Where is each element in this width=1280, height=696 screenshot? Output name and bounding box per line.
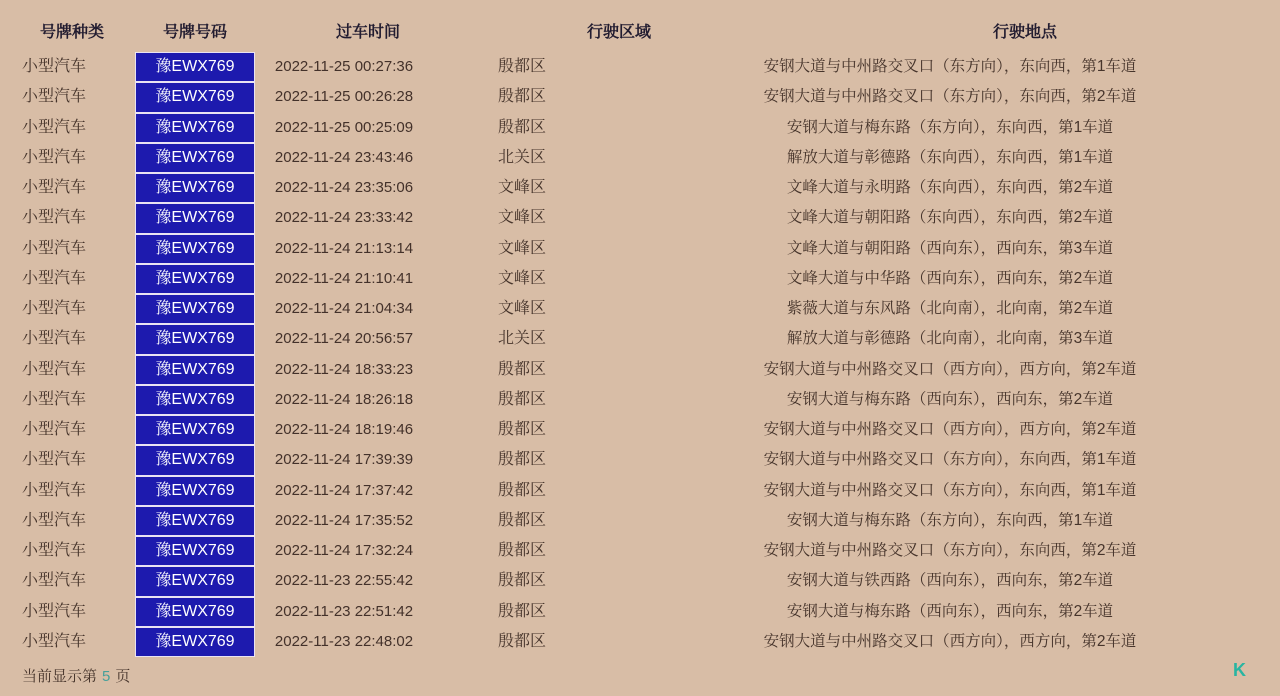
plate-type-cell: 小型汽车 xyxy=(22,511,87,529)
district-cell: 殷都区 xyxy=(497,390,546,408)
district-cell: 殷都区 xyxy=(497,360,546,378)
plate-type-cell: 小型汽车 xyxy=(22,179,87,196)
pass-time-cell: 2022-11-24 23:33:42 xyxy=(274,209,414,227)
location-cell: 解放大道与彰德路（北向南），北向南，第3车道 xyxy=(786,330,1114,348)
plate-type-cell: 小型汽车 xyxy=(22,572,87,590)
plate-number-badge: 豫EWX769 xyxy=(135,597,255,627)
pass-time-cell: 2022-11-24 23:35:06 xyxy=(274,179,414,196)
district-cell: 殷都区 xyxy=(497,421,546,438)
pass-time-cell: 2022-11-24 23:43:46 xyxy=(274,148,414,166)
plate-number-badge: 豫EWX769 xyxy=(135,203,255,233)
plate-number-badge: 豫EWX769 xyxy=(135,173,255,203)
location-cell: 紫薇大道与东风路（北向南），北向南，第2车道 xyxy=(786,300,1114,317)
plate-number-badge: 豫EWX769 xyxy=(135,506,255,536)
plate-type-cell: 小型汽车 xyxy=(22,239,87,257)
plate-type-cell: 小型汽车 xyxy=(22,269,87,287)
district-cell: 殷都区 xyxy=(497,481,546,499)
plate-number-badge: 豫EWX769 xyxy=(135,324,255,354)
pass-time-cell: 2022-11-23 22:55:42 xyxy=(274,572,414,590)
pass-time-cell: 2022-11-24 17:37:42 xyxy=(274,481,414,499)
district-cell: 殷都区 xyxy=(497,602,546,620)
plate-number-badge: 豫EWX769 xyxy=(135,52,255,82)
plate-type-cell: 小型汽车 xyxy=(22,330,87,348)
location-cell: 文峰大道与朝阳路（东向西），东向西，第2车道 xyxy=(786,209,1114,227)
plate-type-cell: 小型汽车 xyxy=(22,118,87,136)
table-row xyxy=(0,627,1280,657)
table-row xyxy=(0,597,1280,627)
plate-number-badge: 豫EWX769 xyxy=(135,476,255,506)
location-cell: 安钢大道与中州路交叉口（西方向），西方向，第2车道 xyxy=(763,632,1137,650)
plate-type-cell: 小型汽车 xyxy=(22,632,87,650)
plate-number-badge: 豫EWX769 xyxy=(135,234,255,264)
k-watermark-logo: K xyxy=(1233,660,1246,680)
pagination-suffix: 页 xyxy=(115,668,131,685)
plate-number-badge: 豫EWX769 xyxy=(135,566,255,596)
table-row xyxy=(0,203,1280,233)
location-cell: 安钢大道与中州路交叉口（西方向），西方向，第2车道 xyxy=(763,360,1137,378)
plate-type-cell: 小型汽车 xyxy=(22,148,87,166)
table-row xyxy=(0,355,1280,385)
header-location: 行驶地点 xyxy=(992,24,1057,41)
table-row xyxy=(0,445,1280,475)
location-cell: 文峰大道与中华路（西向东），西向东，第2车道 xyxy=(786,269,1114,287)
plate-type-cell: 小型汽车 xyxy=(22,602,87,620)
location-cell: 安钢大道与梅东路（西向东），西向东，第2车道 xyxy=(786,602,1114,620)
district-cell: 殷都区 xyxy=(497,511,546,529)
pass-time-cell: 2022-11-25 00:27:36 xyxy=(274,58,414,75)
plate-number-badge: 豫EWX769 xyxy=(135,294,255,324)
table-row xyxy=(0,415,1280,445)
plate-type-cell: 小型汽车 xyxy=(22,421,87,438)
plate-type-cell: 小型汽车 xyxy=(22,300,87,317)
pass-time-cell: 2022-11-24 18:33:23 xyxy=(274,360,414,378)
table-row xyxy=(0,476,1280,506)
district-cell: 文峰区 xyxy=(497,300,546,317)
plate-number-badge: 豫EWX769 xyxy=(135,355,255,385)
table-row xyxy=(0,264,1280,294)
district-cell: 殷都区 xyxy=(497,572,546,590)
plate-type-cell: 小型汽车 xyxy=(22,360,87,378)
table-row xyxy=(0,294,1280,324)
plate-type-cell: 小型汽车 xyxy=(22,542,87,559)
location-cell: 安钢大道与梅东路（东方向），东向西，第1车道 xyxy=(786,511,1114,529)
table-row xyxy=(0,113,1280,143)
pass-time-cell: 2022-11-25 00:26:28 xyxy=(274,88,414,106)
pass-time-cell: 2022-11-24 18:19:46 xyxy=(274,421,414,438)
plate-type-cell: 小型汽车 xyxy=(22,390,87,408)
header-plate-number: 号牌号码 xyxy=(162,24,227,41)
table-row xyxy=(0,82,1280,112)
location-cell: 安钢大道与中州路交叉口（东方向），东向西，第1车道 xyxy=(763,58,1137,75)
plate-number-badge: 豫EWX769 xyxy=(135,82,255,112)
location-cell: 安钢大道与铁西路（西向东），西向东，第2车道 xyxy=(786,572,1114,590)
district-cell: 文峰区 xyxy=(497,209,546,227)
header-pass-time: 过车时间 xyxy=(335,24,400,41)
district-cell: 殷都区 xyxy=(497,632,546,650)
table-row xyxy=(0,143,1280,173)
table-body xyxy=(0,52,1280,657)
district-cell: 北关区 xyxy=(497,148,546,166)
plate-type-cell: 小型汽车 xyxy=(22,451,87,469)
district-cell: 文峰区 xyxy=(497,269,546,287)
plate-number-badge: 豫EWX769 xyxy=(135,415,255,445)
header-district: 行驶区域 xyxy=(586,24,651,41)
plate-number-badge: 豫EWX769 xyxy=(135,264,255,294)
district-cell: 殷都区 xyxy=(497,118,546,136)
table-row xyxy=(0,506,1280,536)
pass-time-cell: 2022-11-24 17:32:24 xyxy=(274,542,414,559)
location-cell: 安钢大道与中州路交叉口（东方向），东向西，第1车道 xyxy=(763,451,1137,469)
location-cell: 安钢大道与中州路交叉口（西方向），西方向，第2车道 xyxy=(763,421,1137,438)
location-cell: 安钢大道与中州路交叉口（东方向），东向西，第2车道 xyxy=(763,542,1137,559)
table-row xyxy=(0,324,1280,354)
current-page-number: 5 xyxy=(102,668,111,685)
plate-type-cell: 小型汽车 xyxy=(22,481,87,499)
plate-type-cell: 小型汽车 xyxy=(22,88,87,106)
district-cell: 北关区 xyxy=(497,330,546,348)
pagination-prefix: 当前显示第 xyxy=(22,668,98,685)
pass-time-cell: 2022-11-24 18:26:18 xyxy=(274,390,414,408)
district-cell: 殷都区 xyxy=(497,542,546,559)
pass-time-cell: 2022-11-24 21:10:41 xyxy=(274,269,414,287)
district-cell: 文峰区 xyxy=(497,239,546,257)
table-row xyxy=(0,52,1280,82)
pass-time-cell: 2022-11-24 20:56:57 xyxy=(274,330,414,348)
plate-number-badge: 豫EWX769 xyxy=(135,385,255,415)
plate-number-badge: 豫EWX769 xyxy=(135,445,255,475)
table-row xyxy=(0,173,1280,203)
district-cell: 文峰区 xyxy=(497,179,546,196)
location-cell: 安钢大道与梅东路（西向东），西向东，第2车道 xyxy=(786,390,1114,408)
district-cell: 殷都区 xyxy=(497,58,546,75)
pass-time-cell: 2022-11-24 21:13:14 xyxy=(274,239,414,257)
pass-time-cell: 2022-11-23 22:48:02 xyxy=(274,632,414,650)
pass-time-cell: 2022-11-23 22:51:42 xyxy=(274,602,414,620)
table-row xyxy=(0,566,1280,596)
header-plate-type: 号牌种类 xyxy=(39,24,104,41)
plate-number-badge: 豫EWX769 xyxy=(135,143,255,173)
location-cell: 安钢大道与中州路交叉口（东方向），东向西，第1车道 xyxy=(763,481,1137,499)
table-row xyxy=(0,385,1280,415)
location-cell: 解放大道与彰德路（东向西），东向西，第1车道 xyxy=(786,148,1114,166)
location-cell: 文峰大道与永明路（东向西），东向西，第2车道 xyxy=(786,179,1114,196)
table-row xyxy=(0,234,1280,264)
pass-time-cell: 2022-11-24 17:39:39 xyxy=(274,451,414,469)
location-cell: 安钢大道与梅东路（东方向），东向西，第1车道 xyxy=(786,118,1114,136)
plate-number-badge: 豫EWX769 xyxy=(135,627,255,657)
plate-number-badge: 豫EWX769 xyxy=(135,536,255,566)
district-cell: 殷都区 xyxy=(497,88,546,106)
pass-time-cell: 2022-11-25 00:25:09 xyxy=(274,118,414,136)
pass-time-cell: 2022-11-24 17:35:52 xyxy=(274,511,414,529)
plate-number-badge: 豫EWX769 xyxy=(135,113,255,143)
plate-type-cell: 小型汽车 xyxy=(22,58,87,75)
location-cell: 安钢大道与中州路交叉口（东方向），东向西，第2车道 xyxy=(763,88,1137,106)
location-cell: 文峰大道与朝阳路（西向东），西向东，第3车道 xyxy=(786,239,1114,257)
pagination-status xyxy=(22,666,130,688)
district-cell: 殷都区 xyxy=(497,451,546,469)
plate-type-cell: 小型汽车 xyxy=(22,209,87,227)
table-row xyxy=(0,536,1280,566)
pass-time-cell: 2022-11-24 21:04:34 xyxy=(274,300,414,317)
